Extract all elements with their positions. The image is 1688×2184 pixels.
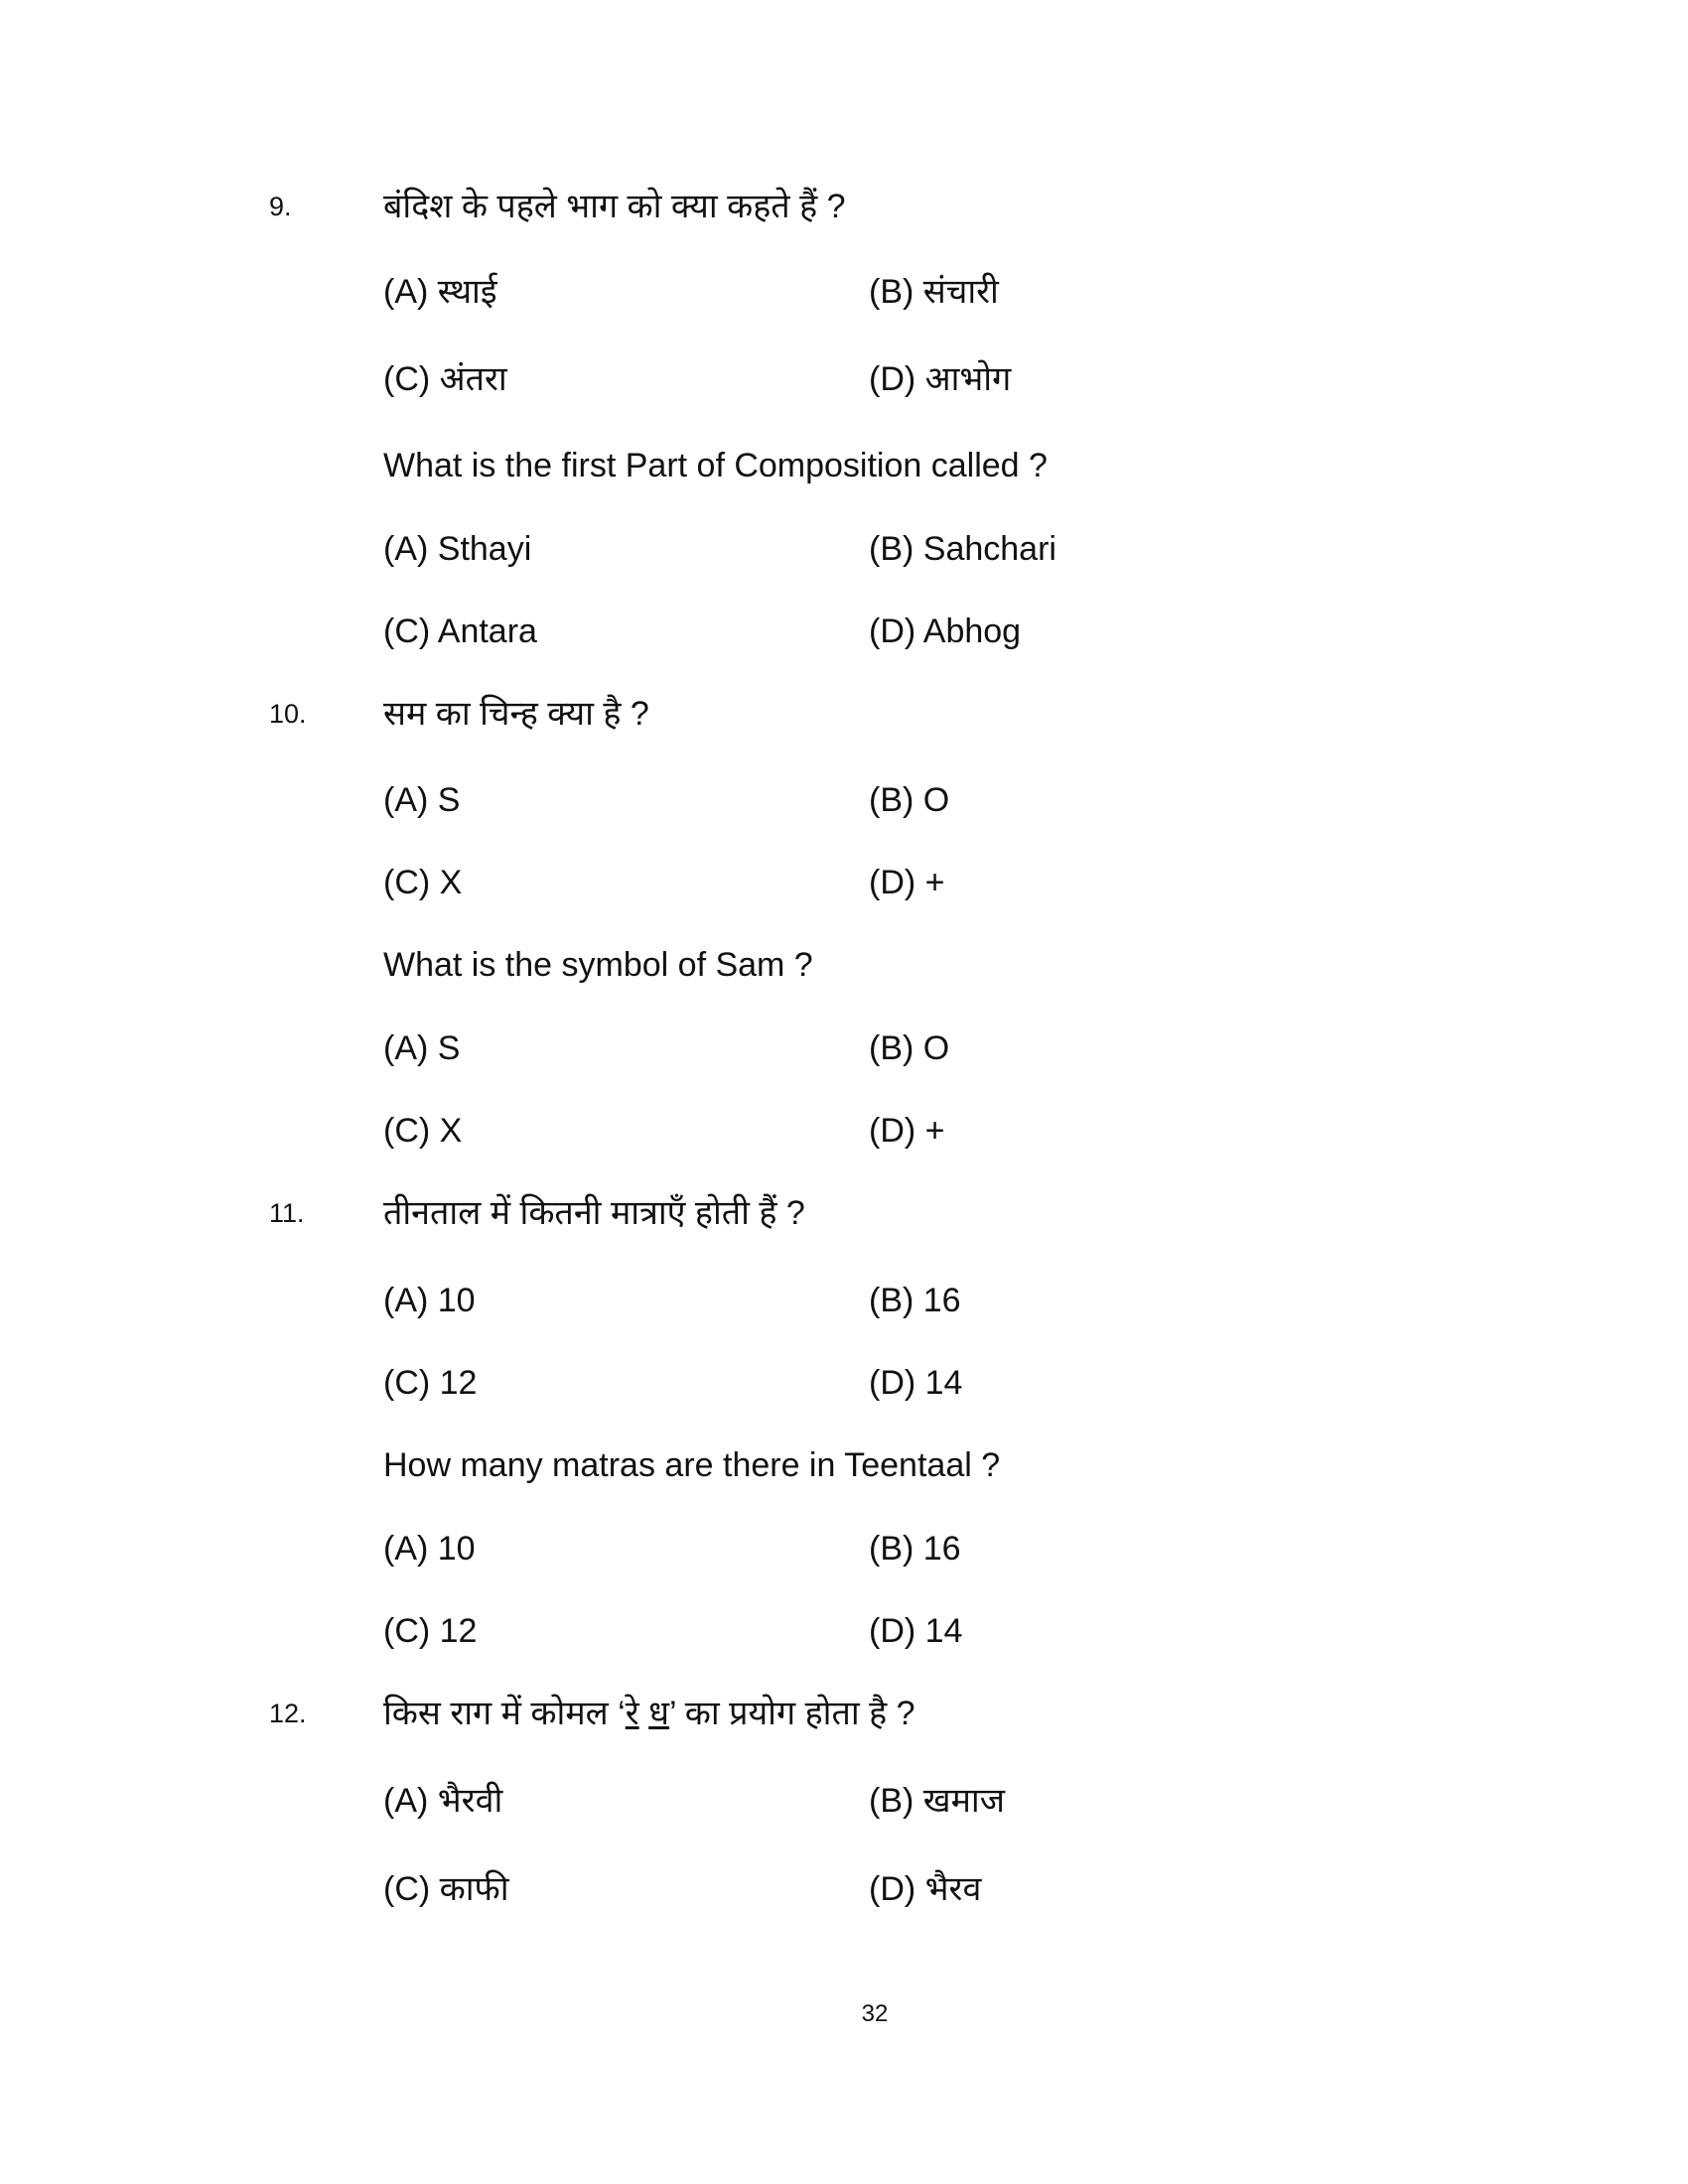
options-row [0,267,1688,317]
question-text-before: किस राग में कोमल ‘ [383,1695,626,1732]
hindi-question-row [0,1188,1688,1238]
option-d: (D) भैरव [869,1870,982,1908]
page-number: 32 [861,2000,889,2027]
option-b: (B) खमाज [869,1782,1005,1820]
option-b: (B) 16 [869,1530,961,1568]
options-row [0,1864,1688,1914]
options-row [0,1358,1688,1408]
options-row [0,1106,1688,1156]
option-b: (B) संचारी [869,273,999,311]
hindi-question-text: बंदिश के पहले भाग को क्या कहते हैं ? [383,188,846,225]
question-text-after: ’ का प्रयोग होता है ? [669,1695,915,1732]
options-row [0,858,1688,907]
question-number: 10. [269,699,307,729]
option-c: (C) Antara [383,613,537,650]
komal-dha: ध [648,1695,670,1732]
hindi-question-row [0,182,1688,231]
option-b: (B) O [869,1029,950,1067]
options-row [0,1524,1688,1573]
options-row [0,1776,1688,1826]
option-c: (C) X [383,864,463,901]
options-row [0,1606,1688,1656]
options-row [0,1024,1688,1073]
option-a: (A) भैरवी [383,1782,503,1820]
english-question-row [0,940,1688,990]
option-d: (D) Abhog [869,613,1022,650]
options-row [0,607,1688,656]
question-number: 12. [269,1699,307,1728]
options-row [0,1276,1688,1325]
option-d: (D) 14 [869,1364,963,1402]
option-c: (C) काफी [383,1870,509,1908]
english-question-row [0,1440,1688,1490]
options-row [0,775,1688,825]
english-question-text: How many matras are there in Teentaal ? [383,1446,1001,1484]
hindi-question-row [0,1689,1688,1738]
option-d: (D) + [869,1112,945,1150]
option-a: (A) स्थाई [383,273,497,311]
option-a: (A) Sthayi [383,530,532,568]
hindi-question-text: तीनताल में कितनी मात्राएँ होती हैं ? [383,1194,805,1232]
options-row [0,524,1688,574]
option-b: (B) 16 [869,1282,961,1319]
options-row [0,354,1688,404]
question-number: 11. [269,1198,305,1228]
hindi-question-text: सम का चिन्ह क्या है ? [383,695,649,733]
option-c: (C) 12 [383,1364,478,1402]
option-b: (B) Sahchari [869,530,1056,568]
option-d: (D) 14 [869,1612,963,1650]
english-question-text: What is the first Part of Composition called ? [383,447,1048,484]
option-a: (A) S [383,781,461,819]
komal-re: रे [625,1695,639,1732]
hindi-question-text [383,1689,914,1738]
option-c: (C) X [383,1112,463,1150]
hindi-question-row [0,689,1688,739]
english-question-row [0,441,1688,490]
option-a: (A) S [383,1029,461,1067]
option-d: (D) आभोग [869,360,1012,398]
english-question-text: What is the symbol of Sam ? [383,946,813,984]
option-c: (C) 12 [383,1612,478,1650]
question-number: 9. [269,192,292,221]
option-b: (B) O [869,781,950,819]
option-a: (A) 10 [383,1530,476,1568]
option-c: (C) अंतरा [383,360,507,398]
option-d: (D) + [869,864,945,901]
option-a: (A) 10 [383,1282,476,1319]
